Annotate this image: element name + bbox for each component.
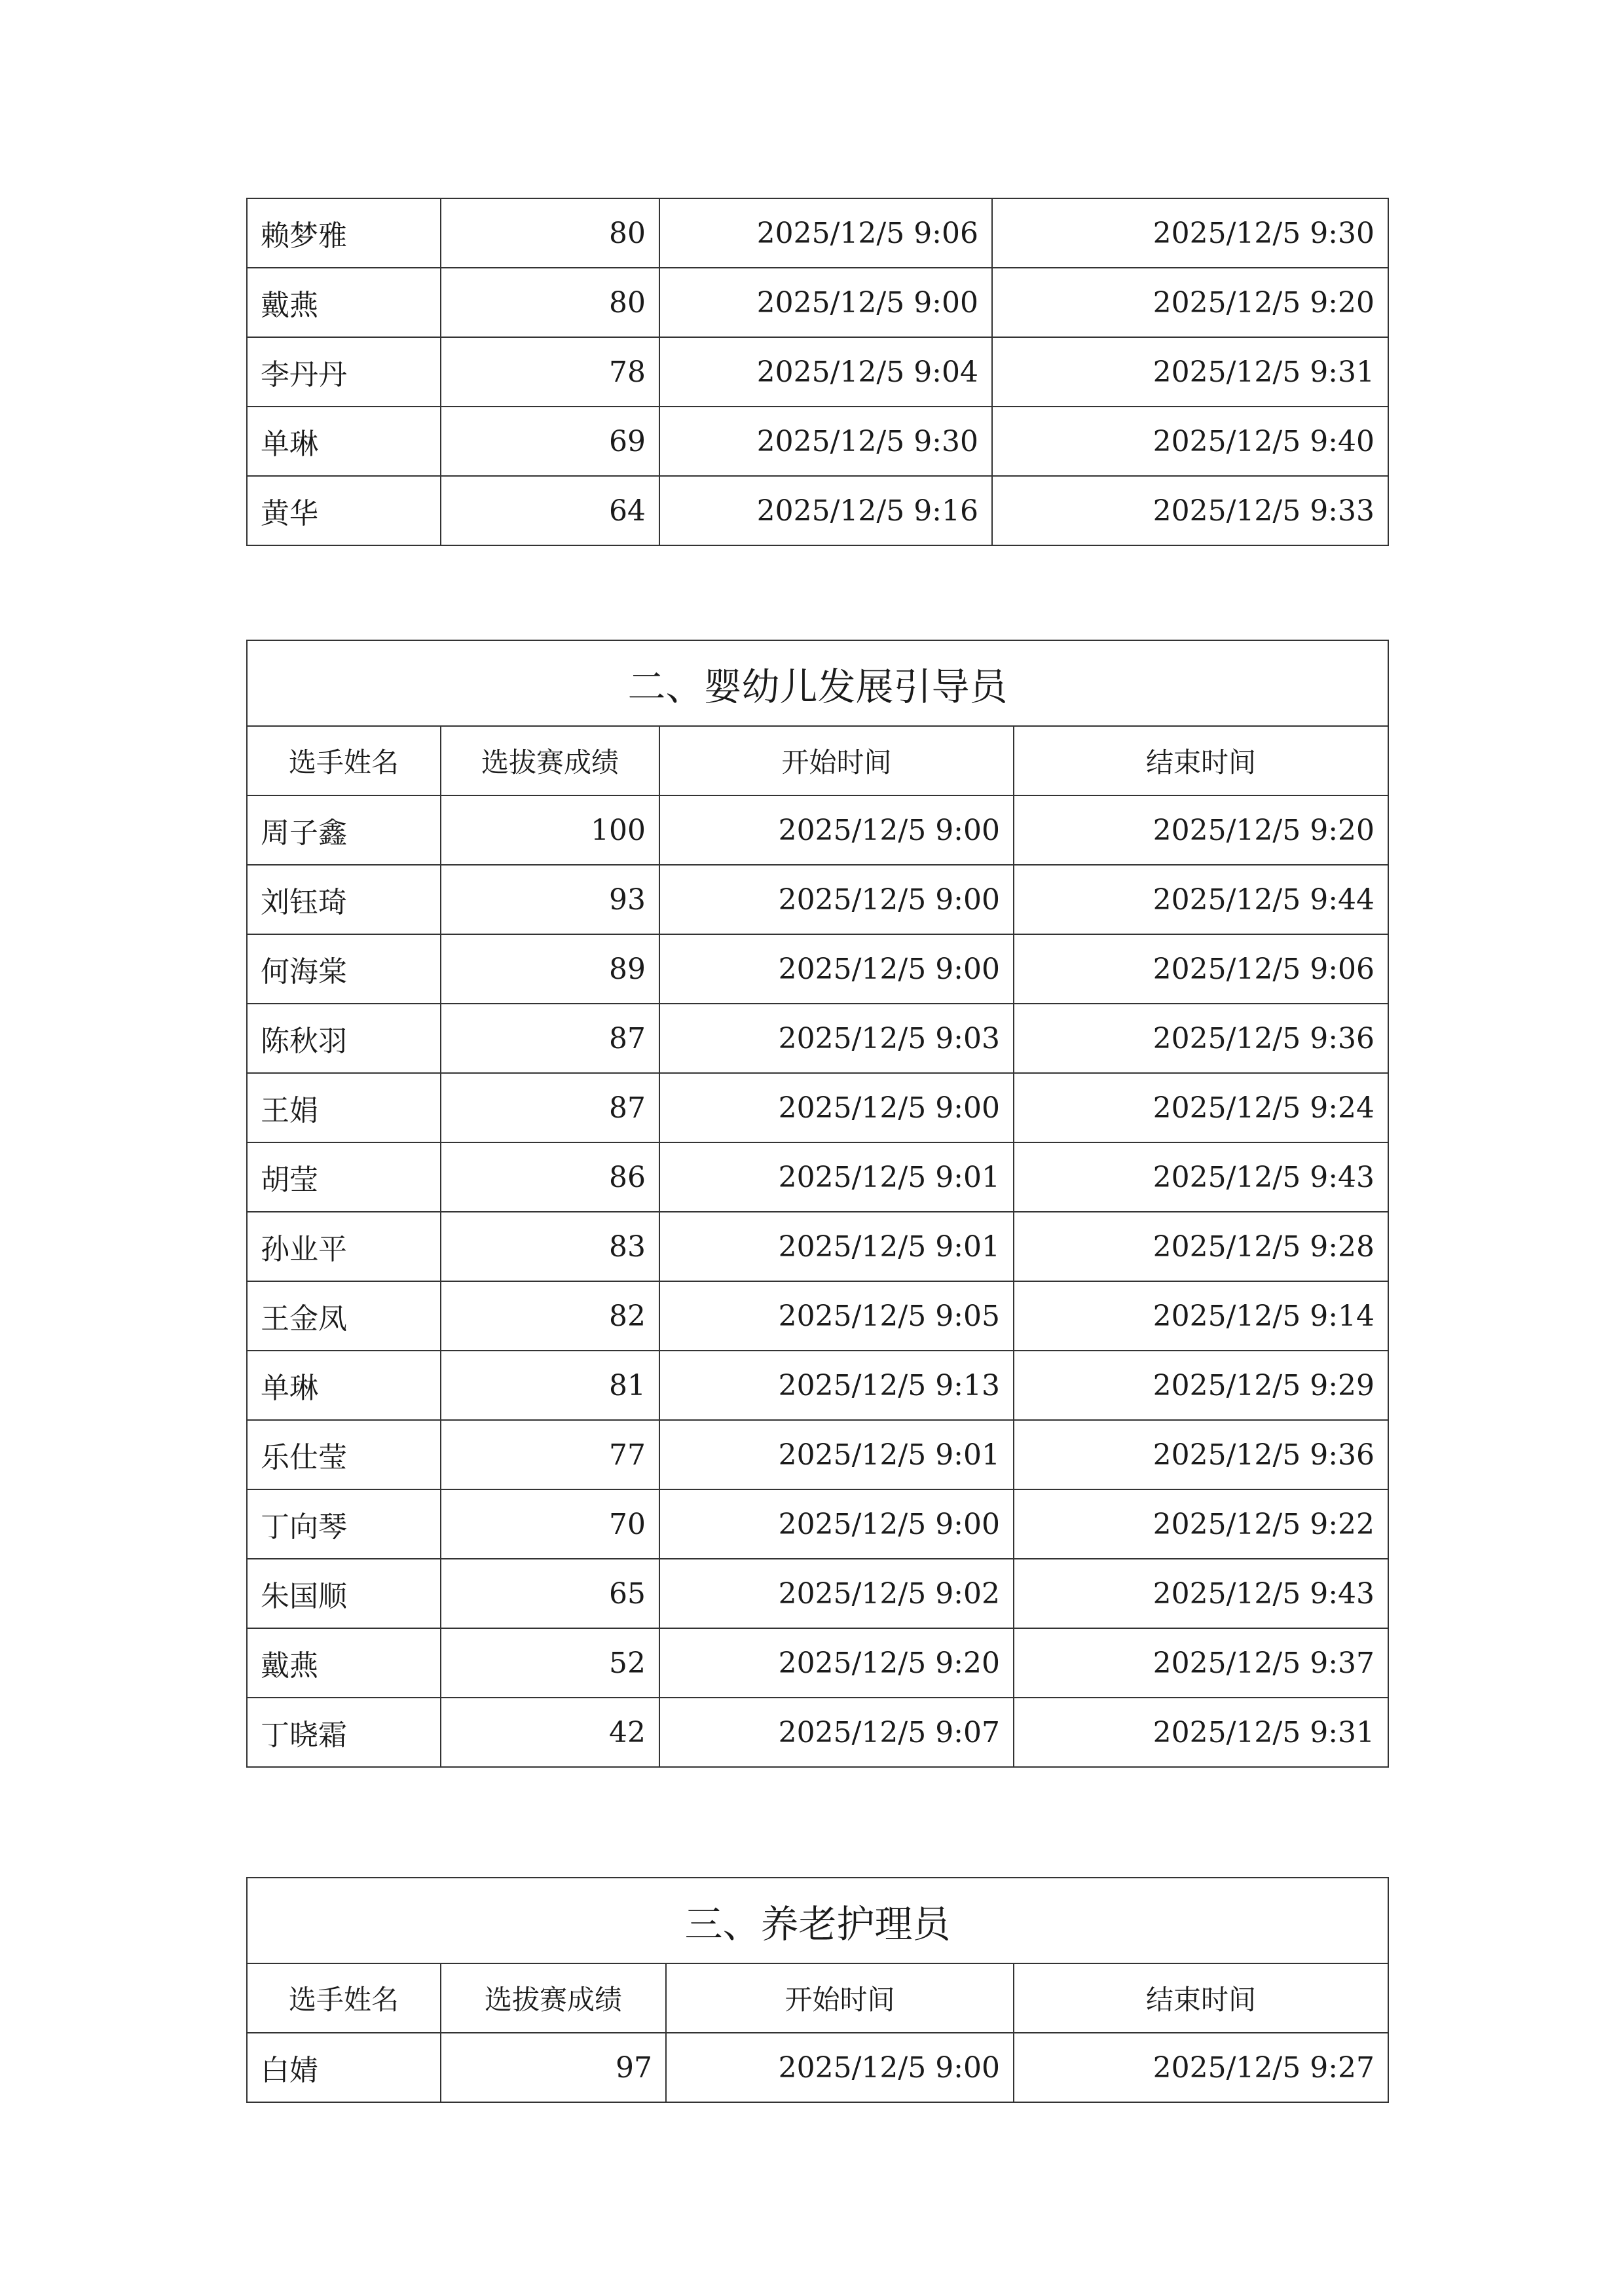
column-header-name: 选手姓名 bbox=[247, 726, 441, 795]
column-header-end: 结束时间 bbox=[1014, 1963, 1388, 2033]
table-row bbox=[247, 407, 1388, 476]
start-time: 2025/12/5 9:16 bbox=[659, 476, 992, 545]
start-time: 2025/12/5 9:00 bbox=[659, 795, 1014, 865]
end-time: 2025/12/5 9:33 bbox=[992, 476, 1388, 545]
contestant-name: 王金凤 bbox=[247, 1281, 441, 1351]
contestant-score: 87 bbox=[441, 1004, 659, 1073]
contestant-name: 何海棠 bbox=[247, 934, 441, 1004]
contestant-score: 52 bbox=[441, 1628, 659, 1698]
contestant-name: 王娟 bbox=[247, 1073, 441, 1142]
start-time: 2025/12/5 9:20 bbox=[659, 1628, 1014, 1698]
start-time: 2025/12/5 9:01 bbox=[659, 1420, 1014, 1489]
contestant-score: 100 bbox=[441, 795, 659, 865]
start-time: 2025/12/5 9:01 bbox=[659, 1212, 1014, 1281]
end-time: 2025/12/5 9:14 bbox=[1014, 1281, 1388, 1351]
section-title: 三、养老护理员 bbox=[247, 1878, 1388, 1963]
contestant-name: 黄华 bbox=[247, 476, 441, 545]
start-time: 2025/12/5 9:00 bbox=[666, 2033, 1014, 2102]
contestant-name: 胡莹 bbox=[247, 1142, 441, 1212]
contestant-name: 李丹丹 bbox=[247, 337, 441, 407]
table-row bbox=[247, 1698, 1388, 1767]
end-time: 2025/12/5 9:43 bbox=[1014, 1142, 1388, 1212]
end-time: 2025/12/5 9:43 bbox=[1014, 1559, 1388, 1628]
contestant-name: 乐仕莹 bbox=[247, 1420, 441, 1489]
column-header-name: 选手姓名 bbox=[247, 1963, 441, 2033]
table-row bbox=[247, 1004, 1388, 1073]
column-header-row bbox=[247, 726, 1388, 795]
contestant-name: 朱国顺 bbox=[247, 1559, 441, 1628]
start-time: 2025/12/5 9:01 bbox=[659, 1142, 1014, 1212]
contestant-name: 赖梦雅 bbox=[247, 198, 441, 268]
infant-development-guide-table bbox=[246, 640, 1389, 1768]
table-row bbox=[247, 1559, 1388, 1628]
contestant-name: 白婧 bbox=[247, 2033, 441, 2102]
contestant-score: 82 bbox=[441, 1281, 659, 1351]
end-time: 2025/12/5 9:06 bbox=[1014, 934, 1388, 1004]
column-header-score: 选拔赛成绩 bbox=[441, 1963, 666, 2033]
contestant-name: 周子鑫 bbox=[247, 795, 441, 865]
contestant-score: 86 bbox=[441, 1142, 659, 1212]
section-title: 二、婴幼儿发展引导员 bbox=[247, 640, 1388, 726]
start-time: 2025/12/5 9:07 bbox=[659, 1698, 1014, 1767]
table-row bbox=[247, 476, 1388, 545]
contestant-score: 80 bbox=[441, 198, 659, 268]
contestant-name: 刘钰琦 bbox=[247, 865, 441, 934]
start-time: 2025/12/5 9:00 bbox=[659, 865, 1014, 934]
end-time: 2025/12/5 9:24 bbox=[1014, 1073, 1388, 1142]
contestant-name: 单琳 bbox=[247, 407, 441, 476]
table-row bbox=[247, 865, 1388, 934]
end-time: 2025/12/5 9:30 bbox=[992, 198, 1388, 268]
column-header-score: 选拔赛成绩 bbox=[441, 726, 659, 795]
table-row bbox=[247, 337, 1388, 407]
contestant-name: 陈秋羽 bbox=[247, 1004, 441, 1073]
contestant-score: 97 bbox=[441, 2033, 666, 2102]
contestant-score: 87 bbox=[441, 1073, 659, 1142]
contestant-name: 戴燕 bbox=[247, 268, 441, 337]
column-header-start: 开始时间 bbox=[666, 1963, 1014, 2033]
continued-results-table bbox=[246, 198, 1389, 546]
end-time: 2025/12/5 9:20 bbox=[1014, 795, 1388, 865]
contestant-score: 93 bbox=[441, 865, 659, 934]
contestant-score: 81 bbox=[441, 1351, 659, 1420]
start-time: 2025/12/5 9:00 bbox=[659, 1073, 1014, 1142]
contestant-name: 孙业平 bbox=[247, 1212, 441, 1281]
table-row bbox=[247, 1142, 1388, 1212]
contestant-score: 69 bbox=[441, 407, 659, 476]
contestant-score: 83 bbox=[441, 1212, 659, 1281]
start-time: 2025/12/5 9:13 bbox=[659, 1351, 1014, 1420]
contestant-score: 80 bbox=[441, 268, 659, 337]
end-time: 2025/12/5 9:40 bbox=[992, 407, 1388, 476]
table-row bbox=[247, 2033, 1388, 2102]
table-row bbox=[247, 198, 1388, 268]
start-time: 2025/12/5 9:00 bbox=[659, 268, 992, 337]
start-time: 2025/12/5 9:03 bbox=[659, 1004, 1014, 1073]
start-time: 2025/12/5 9:02 bbox=[659, 1559, 1014, 1628]
table-row bbox=[247, 1628, 1388, 1698]
contestant-score: 70 bbox=[441, 1489, 659, 1559]
start-time: 2025/12/5 9:30 bbox=[659, 407, 992, 476]
column-header-start: 开始时间 bbox=[659, 726, 1014, 795]
contestant-name: 戴燕 bbox=[247, 1628, 441, 1698]
end-time: 2025/12/5 9:37 bbox=[1014, 1628, 1388, 1698]
contestant-score: 89 bbox=[441, 934, 659, 1004]
end-time: 2025/12/5 9:22 bbox=[1014, 1489, 1388, 1559]
start-time: 2025/12/5 9:06 bbox=[659, 198, 992, 268]
end-time: 2025/12/5 9:44 bbox=[1014, 865, 1388, 934]
end-time: 2025/12/5 9:31 bbox=[1014, 1698, 1388, 1767]
table-row bbox=[247, 268, 1388, 337]
table-row bbox=[247, 1351, 1388, 1420]
table-row bbox=[247, 1073, 1388, 1142]
column-header-end: 结束时间 bbox=[1014, 726, 1388, 795]
end-time: 2025/12/5 9:28 bbox=[1014, 1212, 1388, 1281]
contestant-score: 65 bbox=[441, 1559, 659, 1628]
contestant-name: 丁向琴 bbox=[247, 1489, 441, 1559]
start-time: 2025/12/5 9:05 bbox=[659, 1281, 1014, 1351]
start-time: 2025/12/5 9:04 bbox=[659, 337, 992, 407]
end-time: 2025/12/5 9:20 bbox=[992, 268, 1388, 337]
contestant-score: 78 bbox=[441, 337, 659, 407]
table-row bbox=[247, 1281, 1388, 1351]
end-time: 2025/12/5 9:27 bbox=[1014, 2033, 1388, 2102]
start-time: 2025/12/5 9:00 bbox=[659, 934, 1014, 1004]
table-row bbox=[247, 795, 1388, 865]
end-time: 2025/12/5 9:29 bbox=[1014, 1351, 1388, 1420]
table-row bbox=[247, 1420, 1388, 1489]
end-time: 2025/12/5 9:36 bbox=[1014, 1420, 1388, 1489]
end-time: 2025/12/5 9:31 bbox=[992, 337, 1388, 407]
contestant-score: 42 bbox=[441, 1698, 659, 1767]
section-title-row bbox=[247, 640, 1388, 726]
section-title-row bbox=[247, 1878, 1388, 1963]
elderly-care-worker-table bbox=[246, 1877, 1389, 2103]
table-row bbox=[247, 934, 1388, 1004]
table-row bbox=[247, 1212, 1388, 1281]
contestant-name: 丁晓霜 bbox=[247, 1698, 441, 1767]
end-time: 2025/12/5 9:36 bbox=[1014, 1004, 1388, 1073]
contestant-score: 77 bbox=[441, 1420, 659, 1489]
contestant-score: 64 bbox=[441, 476, 659, 545]
column-header-row bbox=[247, 1963, 1388, 2033]
contestant-name: 单琳 bbox=[247, 1351, 441, 1420]
table-row bbox=[247, 1489, 1388, 1559]
start-time: 2025/12/5 9:00 bbox=[659, 1489, 1014, 1559]
